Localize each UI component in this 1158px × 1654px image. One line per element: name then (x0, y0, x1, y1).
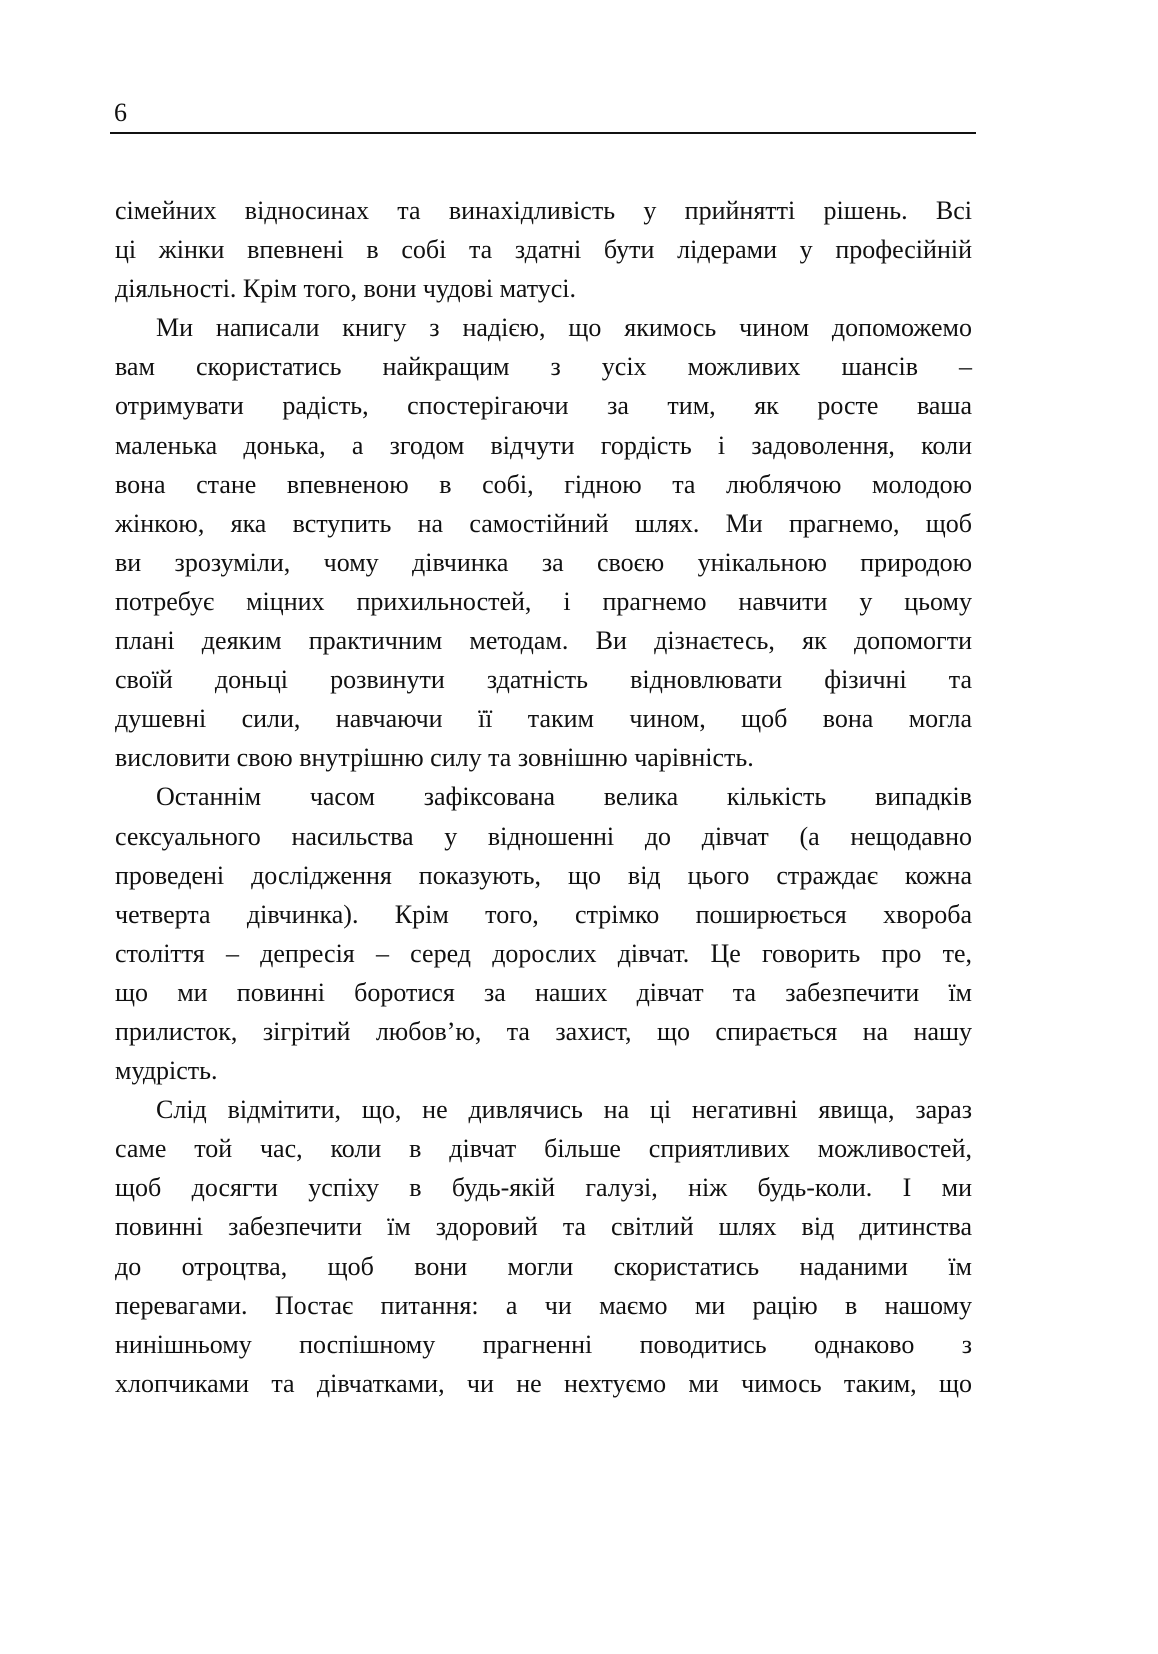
text-line: сексуального насильства у відношенні до дівчат (а нещодавно (115, 821, 972, 851)
text-line: вона стане впевненою в собі, гідною та люблячою молодою (115, 469, 972, 499)
text-line: хлопчиками та дівчатками, чи не нехтуємо ми чимось таким, що (115, 1368, 972, 1398)
text-line: вам скористатись найкращим з усіх можливих шансів – (115, 352, 972, 382)
header-rule (110, 132, 976, 134)
text-line: висловити свою внутрішню силу та зовнішню чарівність. (115, 743, 754, 773)
text-line: четверта дівчинка). Крім того, стрімко поширюється хвороба (115, 899, 972, 929)
page-number: 6 (114, 98, 127, 127)
text-line: саме той час, коли в дівчат більше сприятливих можливостей, (115, 1134, 972, 1164)
text-line: маленька донька, а згодом відчути гордість і задоволення, коли (115, 430, 972, 460)
text-line: жінкою, яка вступить на самостійний шлях. Ми прагнемо, щоб (115, 508, 972, 538)
text-line: своїй доньці розвинути здатність відновлювати фізичні та (115, 665, 972, 695)
text-line: перевагами. Постає питання: а чи маємо ми рацію в нашому (115, 1290, 972, 1320)
text-line: плані деяким практичним методам. Ви дізнаєтесь, як допомогти (115, 626, 972, 656)
text-line: мудрість. (115, 1056, 218, 1086)
text-line: Ми написали книгу з надією, що якимось чином допоможемо (156, 313, 972, 343)
paragraph (115, 777, 972, 1090)
text-line: ви зрозуміли, чому дівчинка за своєю унікальною природою (115, 547, 972, 577)
text-line: до отроцтва, щоб вони могли скористатись наданими їм (115, 1251, 972, 1281)
text-line: століття – депресія – серед дорослих дівчат. Це говорить про те, (115, 938, 972, 968)
text-line: Слід відмітити, що, не дивлячись на ці негативні явища, зараз (156, 1095, 972, 1125)
text-line: потребує міцних прихильностей, і прагнемо навчити у цьому (115, 586, 972, 616)
paragraph (115, 308, 972, 777)
text-line: прилисток, зігрітий любов’ю, та захист, що спирається на нашу (115, 1016, 972, 1046)
text-line: ці жінки впевнені в собі та здатні бути лідерами у професійній (115, 235, 972, 265)
text-line: проведені дослідження показують, що від цього страждає кожна (115, 860, 972, 890)
text-line: Останнім часом зафіксована велика кількість випадків (156, 782, 972, 812)
text-line: отримувати радість, спостерігаючи за тим, як росте ваша (115, 391, 972, 421)
text-line: повинні забезпечити їм здоровий та світлий шлях від дитинства (115, 1212, 972, 1242)
text-line: діяльності. Крім того, вони чудові матусі. (115, 274, 577, 304)
text-line: нинішньому поспішному прагненні поводитись однаково з (115, 1329, 972, 1359)
page-body-text (115, 191, 972, 1403)
text-line: сімейних відносинах та винахідливість у прийнятті рішень. Всі (115, 196, 972, 225)
text-line: душевні сили, навчаючи її таким чином, щоб вона могла (115, 704, 972, 734)
paragraph (115, 1090, 972, 1403)
text-line: щоб досягти успіху в будь-якій галузі, ніж будь-коли. І ми (115, 1173, 972, 1203)
text-line: що ми повинні боротися за наших дівчат та забезпечити їм (115, 977, 972, 1007)
paragraph (115, 191, 972, 308)
